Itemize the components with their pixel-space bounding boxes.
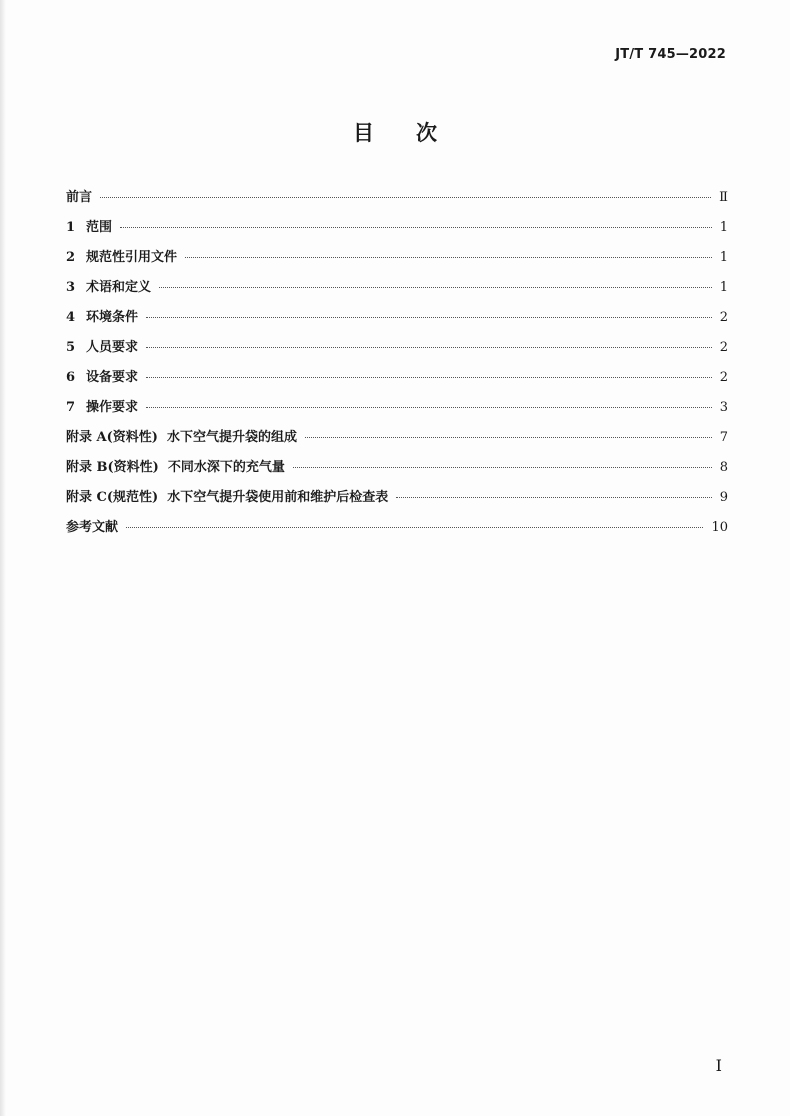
toc-entry-label: 操作要求 <box>86 400 139 415</box>
table-of-contents <box>66 186 728 546</box>
toc-entry-page: 3 <box>719 400 728 415</box>
toc-entry-normative-references[interactable] <box>66 246 728 276</box>
toc-entry-page: 2 <box>719 310 728 325</box>
dot-leader <box>146 347 712 348</box>
dot-leader <box>100 197 711 198</box>
toc-entry-operation[interactable] <box>66 396 728 426</box>
toc-entry-number: 4 <box>66 310 76 325</box>
toc-entry-label: 人员要求 <box>86 340 139 355</box>
toc-entry-equipment[interactable] <box>66 366 728 396</box>
dot-leader <box>126 527 703 528</box>
toc-entry-label: 附录 C(规范性) 水下空气提升袋使用前和维护后检查表 <box>66 490 389 505</box>
toc-entry-page: 9 <box>719 490 728 505</box>
toc-entry-page: 10 <box>711 520 728 535</box>
page-title: 目次 <box>353 121 479 145</box>
toc-entry-environment[interactable] <box>66 306 728 336</box>
toc-entry-bibliography[interactable] <box>66 516 728 546</box>
scan-edge-shadow <box>0 0 6 1116</box>
toc-entry-page: 2 <box>719 340 728 355</box>
toc-entry-page: 2 <box>719 370 728 385</box>
toc-entry-label: 环境条件 <box>86 310 139 325</box>
dot-leader <box>159 287 712 288</box>
toc-entry-appendix-b[interactable] <box>66 456 728 486</box>
toc-entry-number: 7 <box>66 400 76 415</box>
dot-leader <box>146 377 712 378</box>
dot-leader <box>146 317 712 318</box>
toc-entry-number: 1 <box>66 220 76 235</box>
dot-leader <box>185 257 712 258</box>
dot-leader <box>146 407 712 408</box>
toc-entry-label: 规范性引用文件 <box>86 250 178 265</box>
dot-leader <box>396 497 711 498</box>
toc-entry-page: 1 <box>719 280 728 295</box>
toc-entry-label: 设备要求 <box>86 370 139 385</box>
toc-entry-terms-definitions[interactable] <box>66 276 728 306</box>
toc-entry-number: 2 <box>66 250 76 265</box>
toc-entry-label: 范围 <box>86 220 113 235</box>
toc-entry-label: 术语和定义 <box>86 280 152 295</box>
standard-code: JT/T 745—2022 <box>615 47 726 62</box>
dot-leader <box>293 467 712 468</box>
dot-leader <box>120 227 712 228</box>
toc-entry-appendix-c[interactable] <box>66 486 728 516</box>
toc-entry-number: 3 <box>66 280 76 295</box>
toc-entry-number: 6 <box>66 370 76 385</box>
toc-entry-number: 5 <box>66 340 76 355</box>
toc-entry-page: Ⅱ <box>719 190 728 205</box>
toc-entry-page: 1 <box>719 250 728 265</box>
toc-entry-scope[interactable] <box>66 216 728 246</box>
toc-entry-label: 前言 <box>66 190 93 205</box>
toc-entry-page: 8 <box>719 460 728 475</box>
toc-entry-label: 参考文献 <box>66 520 119 535</box>
dot-leader <box>305 437 712 438</box>
toc-entry-personnel[interactable] <box>66 336 728 366</box>
page-number: I <box>715 1056 722 1075</box>
toc-entry-label: 附录 B(资料性) 不同水深下的充气量 <box>66 460 285 475</box>
toc-entry-appendix-a[interactable] <box>66 426 728 456</box>
toc-entry-preface[interactable] <box>66 186 728 216</box>
toc-entry-page: 7 <box>719 430 728 445</box>
toc-entry-page: 1 <box>719 220 728 235</box>
toc-entry-label: 附录 A(资料性) 水下空气提升袋的组成 <box>66 430 297 445</box>
